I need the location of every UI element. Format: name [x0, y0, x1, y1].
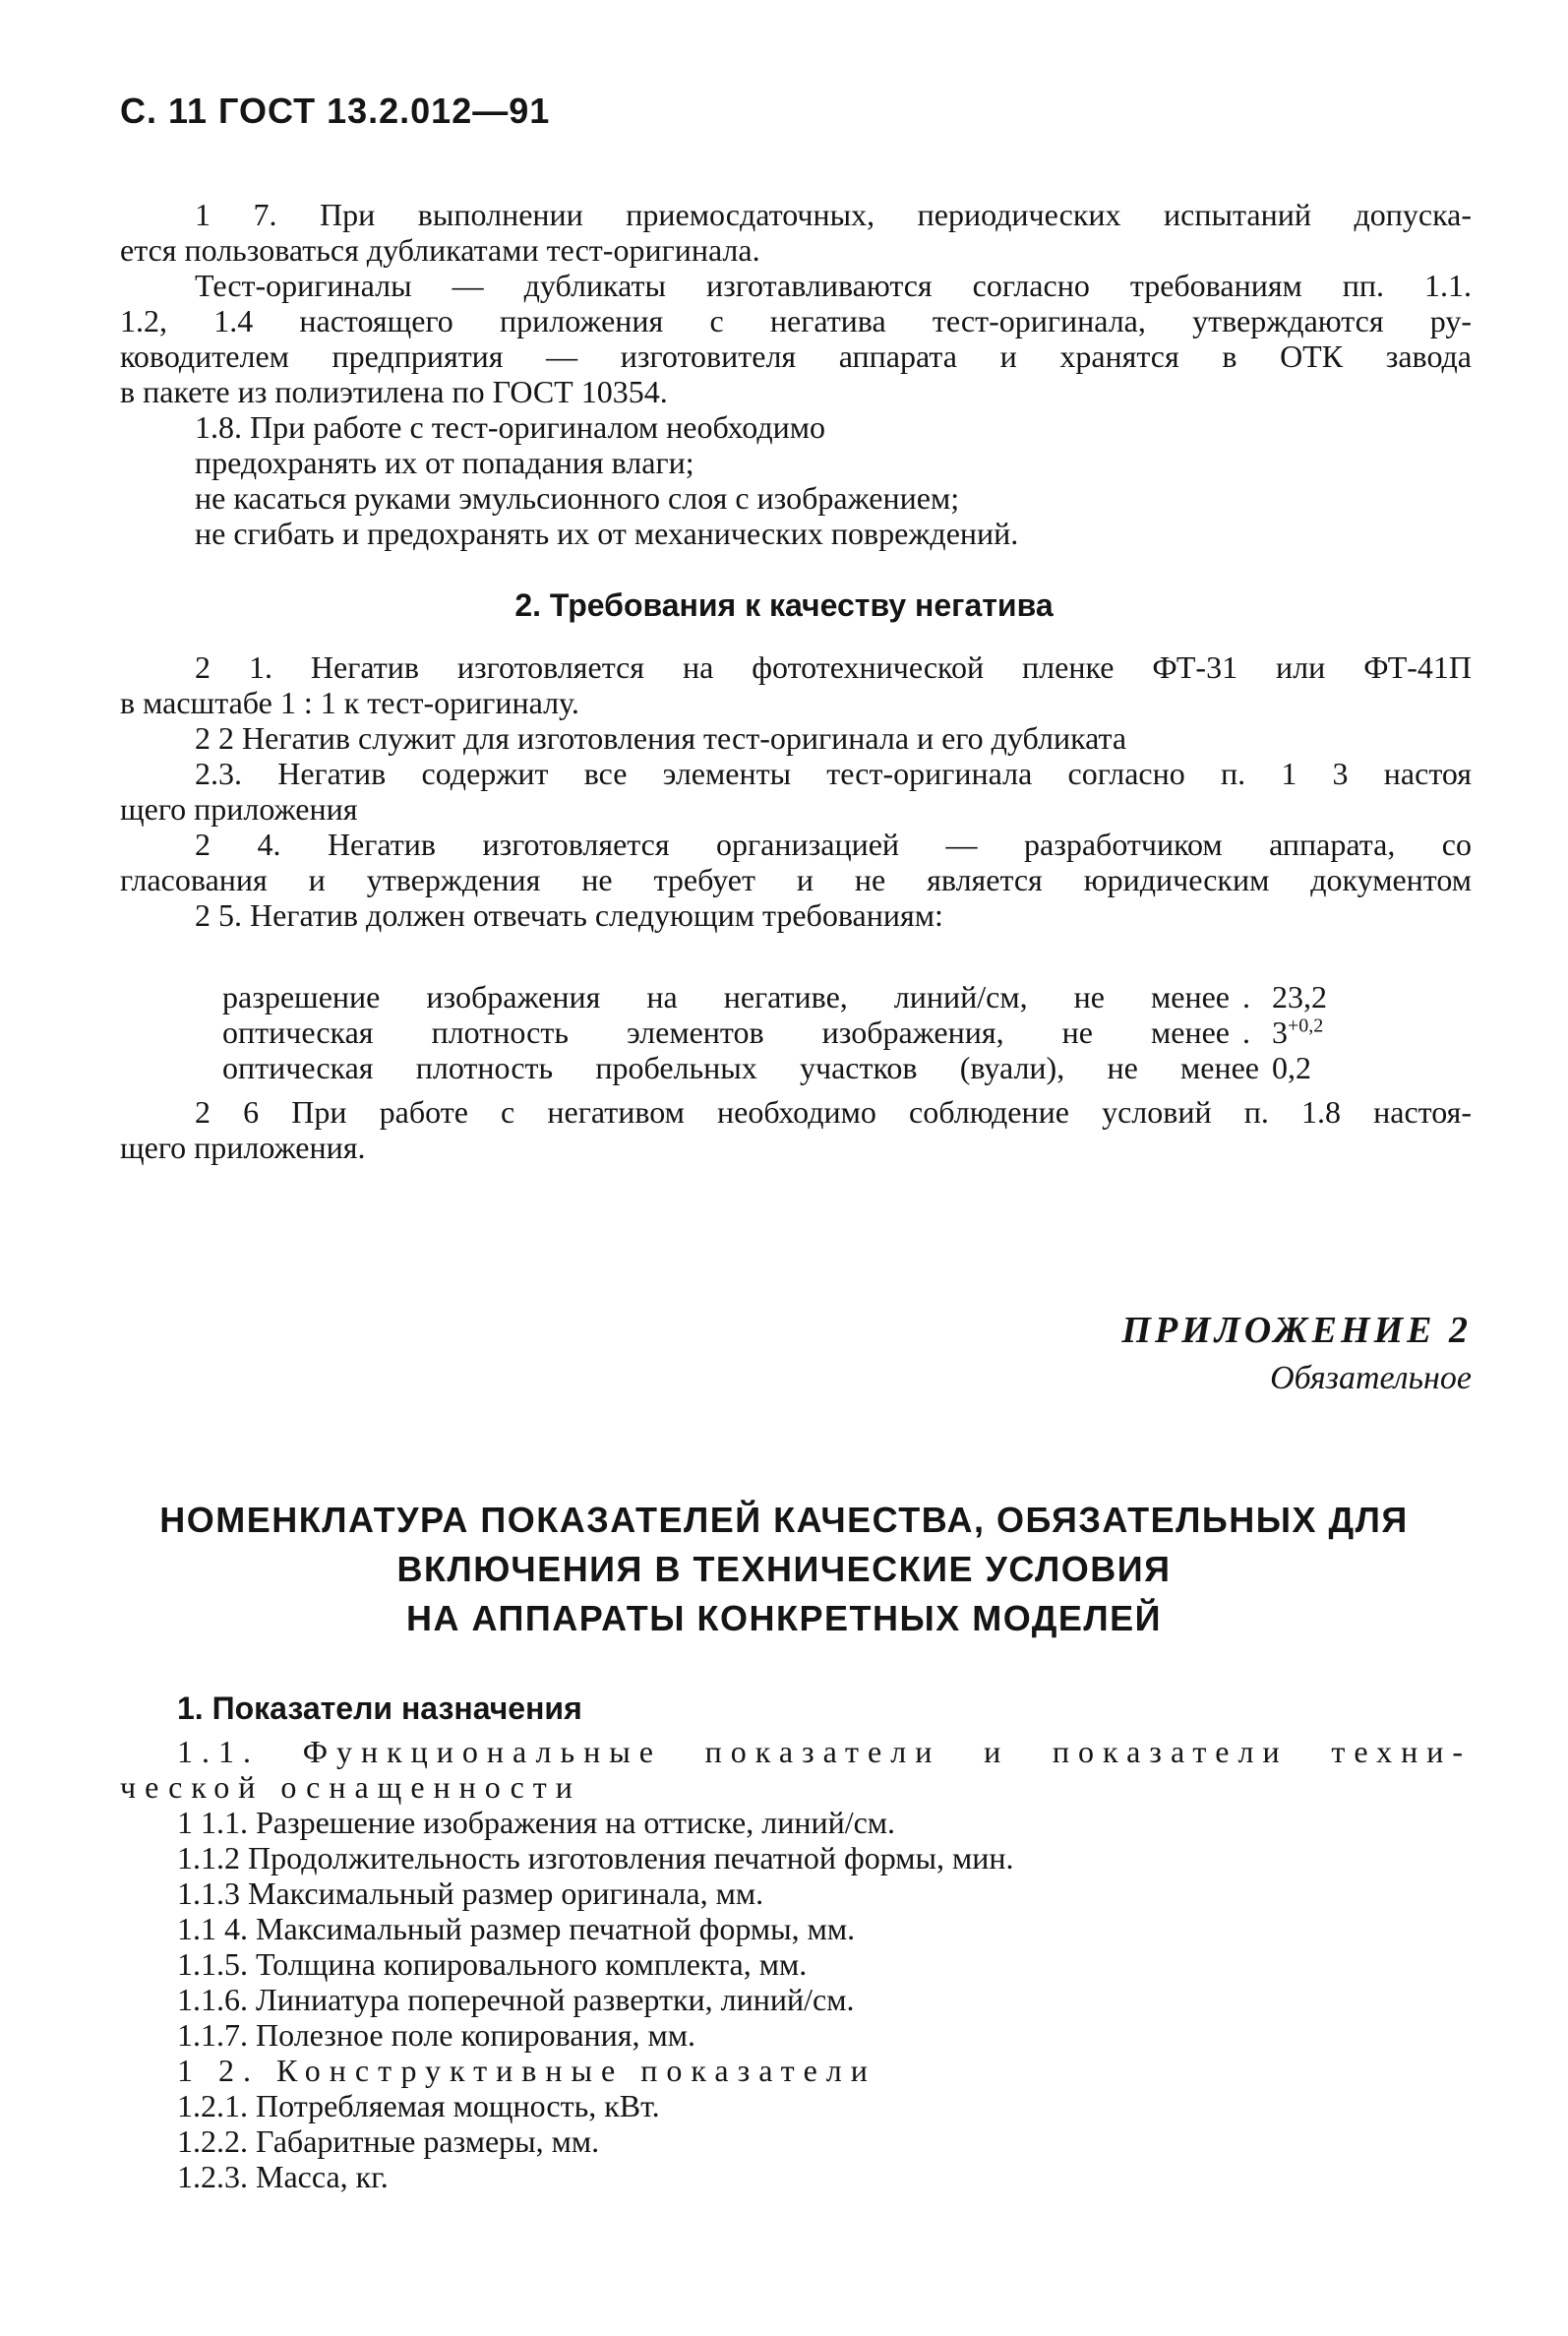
paragraph-line: в масштабе 1 : 1 к тест-оригиналу.	[120, 685, 579, 720]
paragraph-line: 1.1. Функциональные показатели и показатели техни-	[177, 1734, 1472, 1769]
list-item: 1.2.1. Потребляемая мощность, кВт.	[177, 2088, 660, 2123]
appendix-heading-line: ВКЛЮЧЕНИЯ В ТЕХНИЧЕСКИЕ УСЛОВИЯ	[396, 1549, 1172, 1589]
list-item: 1.1.2 Продолжительность изготовления печатной формы, мин.	[177, 1840, 1014, 1875]
paragraph-line: Тест-оригиналы — дубликаты изготавливаются согласно требованиям пп. 1.1.	[195, 268, 1472, 303]
paragraph-line: ководителем предприятия — изготовителя аппарата и хранятся в ОТК завода	[120, 338, 1472, 374]
paragraph-line: не сгибать и предохранять их от механических повреждений.	[195, 516, 1019, 551]
list-item: 1.2.2. Габаритные размеры, мм.	[177, 2123, 600, 2159]
paragraph-line: щего приложения	[120, 791, 358, 827]
requirement-leader: .	[1242, 979, 1250, 1014]
list-item: 1.1 4. Максимальный размер печатной формы, мм.	[177, 1911, 856, 1946]
appendix-heading-line: НА АППАРАТЫ КОНКРЕТНЫХ МОДЕЛЕЙ	[405, 1598, 1163, 1638]
page-header: С. 11 ГОСТ 13.2.012—91	[120, 91, 551, 131]
paragraph-line: ческой оснащенности	[120, 1769, 581, 1805]
paragraph-line: ется пользоваться дубликатами тест-оригинала.	[120, 232, 760, 268]
paragraph-line: 2 1. Негатив изготовляется на фототехнической пленке ФТ-31 или ФТ-41П	[195, 649, 1472, 685]
paragraph-line: 2 2 Негатив служит для изготовления тест-оригинала и его дубликата	[195, 720, 1127, 756]
paragraph-line: предохранять их от попадания влаги;	[195, 445, 694, 480]
subsection-title: 1 2. Конструктивные показатели	[177, 2053, 876, 2088]
paragraph-line: гласования и утверждения не требует и не является юридическим документом	[120, 862, 1472, 897]
paragraph-line: щего приложения.	[120, 1130, 366, 1165]
paragraph-line: 1 7. При выполнении приемосдаточных, периодических испытаний допуска-	[195, 197, 1472, 232]
requirement-label: оптическая плотность пробельных участков (вуали), не менее	[222, 1050, 1259, 1085]
paragraph-line: 1.8. При работе с тест-оригиналом необходимо	[195, 409, 826, 445]
requirement-tolerance: +0,2	[1288, 1014, 1324, 1037]
section-title: 1. Показатели назначения	[177, 1691, 582, 1726]
appendix-title: ПРИЛОЖЕНИЕ 2	[1121, 1310, 1472, 1351]
paragraph-line: в пакете из полиэтилена по ГОСТ 10354.	[120, 374, 668, 409]
list-item: 1.1.5. Толщина копировального комплекта, мм.	[177, 1946, 808, 1982]
paragraph-line: 2 5. Негатив должен отвечать следующим требованиям:	[195, 897, 943, 933]
appendix-subtitle: Обязательное	[1270, 1360, 1472, 1396]
requirement-value: 0,2	[1272, 1050, 1311, 1085]
paragraph-line: 2 6 При работе с негативом необходимо соблюдение условий п. 1.8 настоя-	[195, 1094, 1472, 1130]
paragraph-line: 2.3. Негатив содержит все элементы тест-оригинала согласно п. 1 3 настоя	[195, 756, 1472, 791]
paragraph-line: 2 4. Негатив изготовляется организацией — разработчиком аппарата, со	[195, 827, 1472, 862]
paragraph-line: 1.2, 1.4 настоящего приложения с негатива тест-оригинала, утверждаются ру-	[120, 303, 1472, 338]
requirement-leader: .	[1242, 1014, 1250, 1050]
list-item: 1.1.7. Полезное поле копирования, мм.	[177, 2017, 696, 2053]
list-item: 1 1.1. Разрешение изображения на оттиске, линий/см.	[177, 1805, 896, 1840]
section-title: 2. Требования к качеству негатива	[514, 587, 1054, 623]
requirement-label: разрешение изображения на негативе, линий/см, не менее	[222, 979, 1230, 1014]
list-item: 1.2.3. Масса, кг.	[177, 2159, 389, 2194]
list-item: 1.1.3 Максимальный размер оригинала, мм.	[177, 1875, 764, 1911]
appendix-heading-line: НОМЕНКЛАТУРА ПОКАЗАТЕЛЕЙ КАЧЕСТВА, ОБЯЗАТЕЛЬНЫХ ДЛЯ	[159, 1500, 1409, 1540]
list-item: 1.1.6. Линиатура поперечной развертки, линий/см.	[177, 1982, 855, 2017]
requirement-value: $3^{+0,2}$	[1272, 1014, 1324, 1050]
requirement-value: 23,2	[1272, 979, 1327, 1014]
paragraph-line: не касаться руками эмульсионного слоя с изображением;	[195, 480, 960, 516]
requirement-label: оптическая плотность элементов изображения, не менее	[222, 1014, 1230, 1050]
